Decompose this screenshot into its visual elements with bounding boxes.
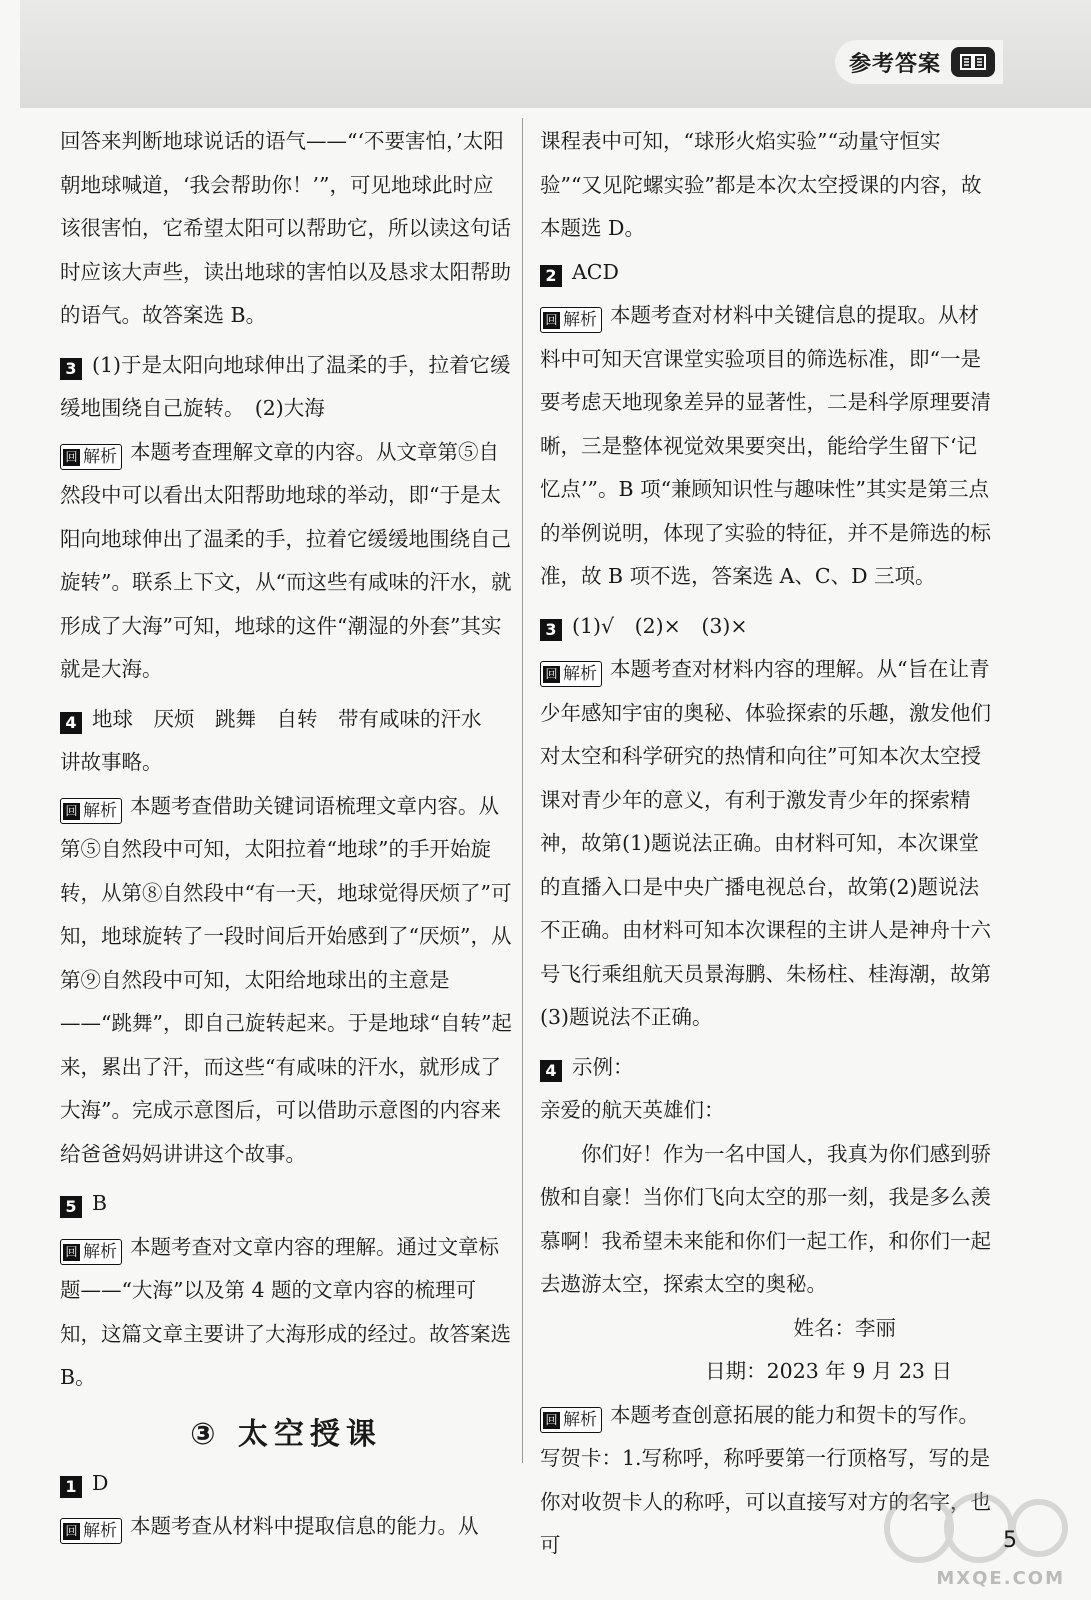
answer-text: 地球 厌烦 跳舞 自转 带有咸味的汗水 讲故事略。 <box>60 706 502 774</box>
analysis-text: 本题考查对材料内容的理解。从“旨在让青少年感知宇宙的奥秘、体验探索的乐趣，激发他们对太空和科学研究的热情和向往”可知本次太空授课对青少年的意义，有利于激发青少年的探索精神，故第(1)题说法正确。由材料可知，本次课堂的直播入口是中央广播电视总台，故第(2)题说法不正确。由材料可知本次课程的主讲人是神舟十六号飞行乘组航天员景海鹏、朱杨柱、桂海潮，故第(3)题说法不正确。 <box>540 657 991 1029</box>
question-3-answer <box>60 344 512 431</box>
letter-name: 姓名：李丽 <box>793 1315 896 1340</box>
question-3-answer <box>540 605 992 649</box>
question-4-analysis <box>60 785 512 1177</box>
letter-greeting: 亲爱的航天英雄们： <box>540 1098 725 1122</box>
letter-body: 你们好！作为一名中国人，我真为你们感到骄傲和自豪！当你们飞向太空的那一刻，我是多么羡慕啊！我希望未来能和你们一起工作，和你们一起去遨游太空，探索太空的奥秘。 <box>540 1141 991 1296</box>
analysis-icon: 回 <box>543 312 560 329</box>
analysis-label: 回 解析 <box>60 798 122 824</box>
analysis-label: 回 解析 <box>540 661 602 687</box>
answer-text: (1)于是太阳向地球伸出了温柔的手，拉着它缓缓地围绕自己旋转。 (2)大海 <box>60 352 511 420</box>
analysis-text: 本题考查从材料中提取信息的能力。从 <box>130 1514 479 1538</box>
answer-text: ACD <box>572 259 619 284</box>
analysis-label: 回 解析 <box>60 1239 122 1265</box>
section-3-question-1-answer <box>60 1462 512 1506</box>
question-3-analysis <box>540 648 992 1040</box>
question-4-answer <box>60 698 512 785</box>
question-5-analysis <box>60 1226 512 1400</box>
analysis-text: 本题考查对文章内容的理解。通过文章标题——“大海”以及第 4 题的文章内容的梳理可知，这篇文章主要讲了大海形成的经过。故答案选 B。 <box>60 1234 511 1389</box>
analysis-icon: 回 <box>63 1523 80 1540</box>
right-column <box>540 120 992 1568</box>
question-3-analysis <box>60 431 512 692</box>
analysis-text: 本题考查创意拓展的能力和贺卡的写作。写贺卡：1.写称呼，称呼要第一行顶格写，写的是你对收贺卡人的称呼，可以直接写对方的名字，也可 <box>540 1402 991 1557</box>
header-tab <box>835 40 1003 84</box>
analysis-icon: 回 <box>63 803 80 820</box>
question-2-analysis <box>540 294 992 599</box>
column-divider <box>522 118 523 1463</box>
question-number: 2 <box>540 265 562 287</box>
analysis-text: 本题考查借助关键词语梳理文章内容。从第⑤自然段中可知，太阳拉着“地球”的手开始旋转，从第⑧自然段中“有一天，地球觉得厌烦了”可知，地球旋转了一段时间后开始感到了“厌烦”，从第⑨自然段中可知，太阳给地球出的主意是——“跳舞”，即自己旋转起来。于是地球“自转”起来，累出了汗，而这些“有咸味的汗水，就形成了大海”。完成示意图后，可以借助示意图的内容来给爸爸妈妈讲讲这个故事。 <box>60 793 512 1166</box>
question-number: 4 <box>60 712 82 734</box>
analysis-text: 本题考查理解文章的内容。从文章第⑤自然段中可以看出太阳帮助地球的举动，即“于是太阳向地球伸出了温柔的手，拉着它缓缓地围绕自己旋转”。联系上下文，从“而这些有咸味的汗水，就形成了大海”可知，地球的这件“潮湿的外套”其实就是大海。 <box>60 439 512 681</box>
question-2-answer <box>540 251 992 295</box>
analysis-icon: 回 <box>543 1412 560 1429</box>
question-5-answer <box>60 1182 512 1226</box>
analysis-icon: 回 <box>63 1244 80 1261</box>
paragraph: 课程表中可知，“球形火焰实验”“动量守恒实验”“又见陀螺实验”都是本次太空授课的内容，故本题选 D。 <box>540 129 982 240</box>
header-title: 参考答案 <box>848 51 941 77</box>
page-number: 5 <box>1003 1528 1017 1553</box>
analysis-text: 本题考查对材料中关键信息的提取。从材料中可知天宫课堂实验项目的筛选标准，即“一是要考虑天地现象差异的显著性，二是科学原理要清晰，三是整体视觉效果要突出，能给学生留下‘记忆点’”。B 项“兼顾知识性与趣味性”其实是第三点的举例说明，体现了实验的特征，并不是筛选的标准，故 B 项不选，答案选 A、C、D 三项。 <box>540 303 991 588</box>
left-column <box>60 120 512 1549</box>
analysis-icon: 回 <box>63 449 80 466</box>
analysis-label: 回 解析 <box>540 1407 602 1433</box>
answer-text: 示例： <box>572 1054 634 1079</box>
question-number: 3 <box>60 358 82 380</box>
watermark-url: MXQE.COM <box>936 1568 1065 1589</box>
question-number: 3 <box>540 619 562 641</box>
analysis-label: 回 解析 <box>540 307 602 333</box>
section-title: ③ 太空授课 <box>190 1416 382 1452</box>
analysis-icon: 回 <box>543 666 560 683</box>
question-number: 4 <box>540 1060 562 1082</box>
section-3-question-1-analysis <box>60 1505 512 1549</box>
question-number: 1 <box>60 1476 82 1498</box>
analysis-label: 回 解析 <box>60 1518 122 1544</box>
answer-text: B <box>92 1191 108 1215</box>
analysis-label: 回 解析 <box>60 444 122 470</box>
answer-text: D <box>92 1470 109 1495</box>
book-icon <box>951 47 995 77</box>
letter-date: 日期：2023 年 9 月 23 日 <box>705 1359 952 1383</box>
question-number: 5 <box>60 1196 82 1218</box>
question-4-answer <box>540 1046 992 1090</box>
answer-text: (1)√ (2)× (3)× <box>572 613 748 638</box>
paragraph: 回答来判断地球说话的语气——“‘不要害怕，’太阳朝地球喊道，‘我会帮助你！’”，可见地球此时应该很害怕，它希望太阳可以帮助它，所以读这句话时应该大声些，读出地球的害怕以及恳求太阳帮助的语气。故答案选 B。 <box>60 129 511 327</box>
